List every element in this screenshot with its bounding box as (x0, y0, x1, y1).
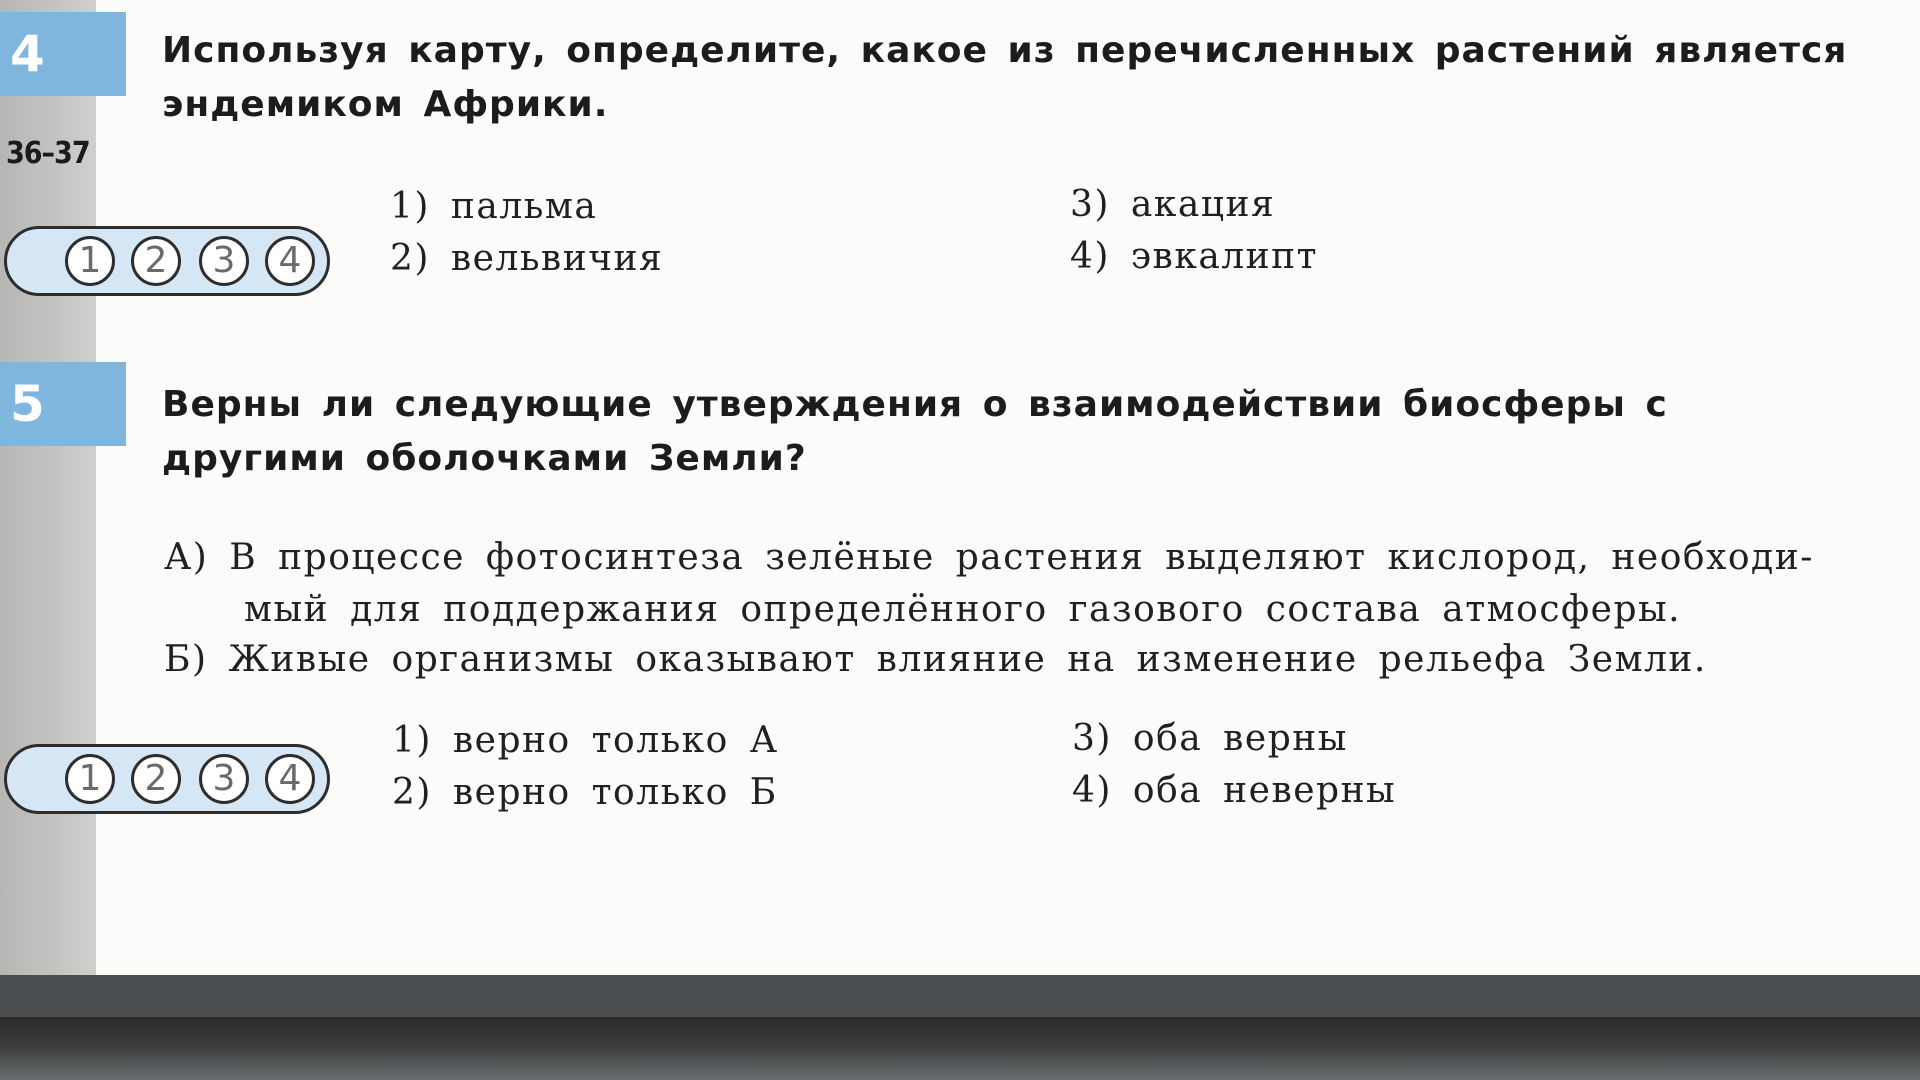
question-4-answer-circle-2[interactable]: 2 (131, 236, 181, 286)
question-5-answer-circle-1[interactable]: 1 (65, 754, 115, 804)
question-5-number-tab: 5 (0, 362, 126, 446)
question-4-option-2: 2) вельвичия (390, 238, 664, 279)
question-5-answer-circle-4[interactable]: 4 (265, 754, 315, 804)
question-5-option-2: 2) верно только Б (392, 772, 778, 813)
question-5-statement-b: Б) Живые организмы оказывают влияние на изменение рельефа Земли. (164, 639, 1707, 680)
question-5-statement-a (164, 532, 1864, 636)
question-5-option-4: 4) оба неверны (1072, 770, 1397, 811)
question-4-option-3: 3) акация (1070, 184, 1276, 225)
viewer-bottom-band (0, 975, 1920, 1017)
statement-a-line-1: А) В процессе фотосинтеза зелёные растения выделяют кислород, необходи- (164, 537, 1814, 578)
page-reference: 36–37 (6, 136, 90, 171)
question-5-text: Верны ли следующие утверждения о взаимодействии биосферы с другими оболочками Земли? (162, 384, 1668, 479)
question-5-option-3: 3) оба верны (1072, 718, 1348, 759)
question-4-number-tab: 4 (0, 12, 126, 96)
photo-bottom-edge (0, 1017, 1920, 1080)
statement-a-line-2: мый для поддержания определённого газового состава атмосферы. (244, 589, 1682, 630)
question-5-option-1: 1) верно только А (392, 720, 779, 761)
question-5-answer-circle-2[interactable]: 2 (131, 754, 181, 804)
question-4-answer-pill (4, 226, 330, 296)
question-5-answer-pill (4, 744, 330, 814)
question-4-text: Используя карту, определите, какое из перечисленных растений является эндемиком Африки. (162, 30, 1848, 125)
question-4-answer-circle-1[interactable]: 1 (65, 236, 115, 286)
question-4-option-1: 1) пальма (390, 186, 598, 227)
question-4-answer-circle-4[interactable]: 4 (265, 236, 315, 286)
question-5-answer-circle-3[interactable]: 3 (199, 754, 249, 804)
question-4-answer-circle-3[interactable]: 3 (199, 236, 249, 286)
question-4-option-4: 4) эвкалипт (1070, 236, 1319, 277)
